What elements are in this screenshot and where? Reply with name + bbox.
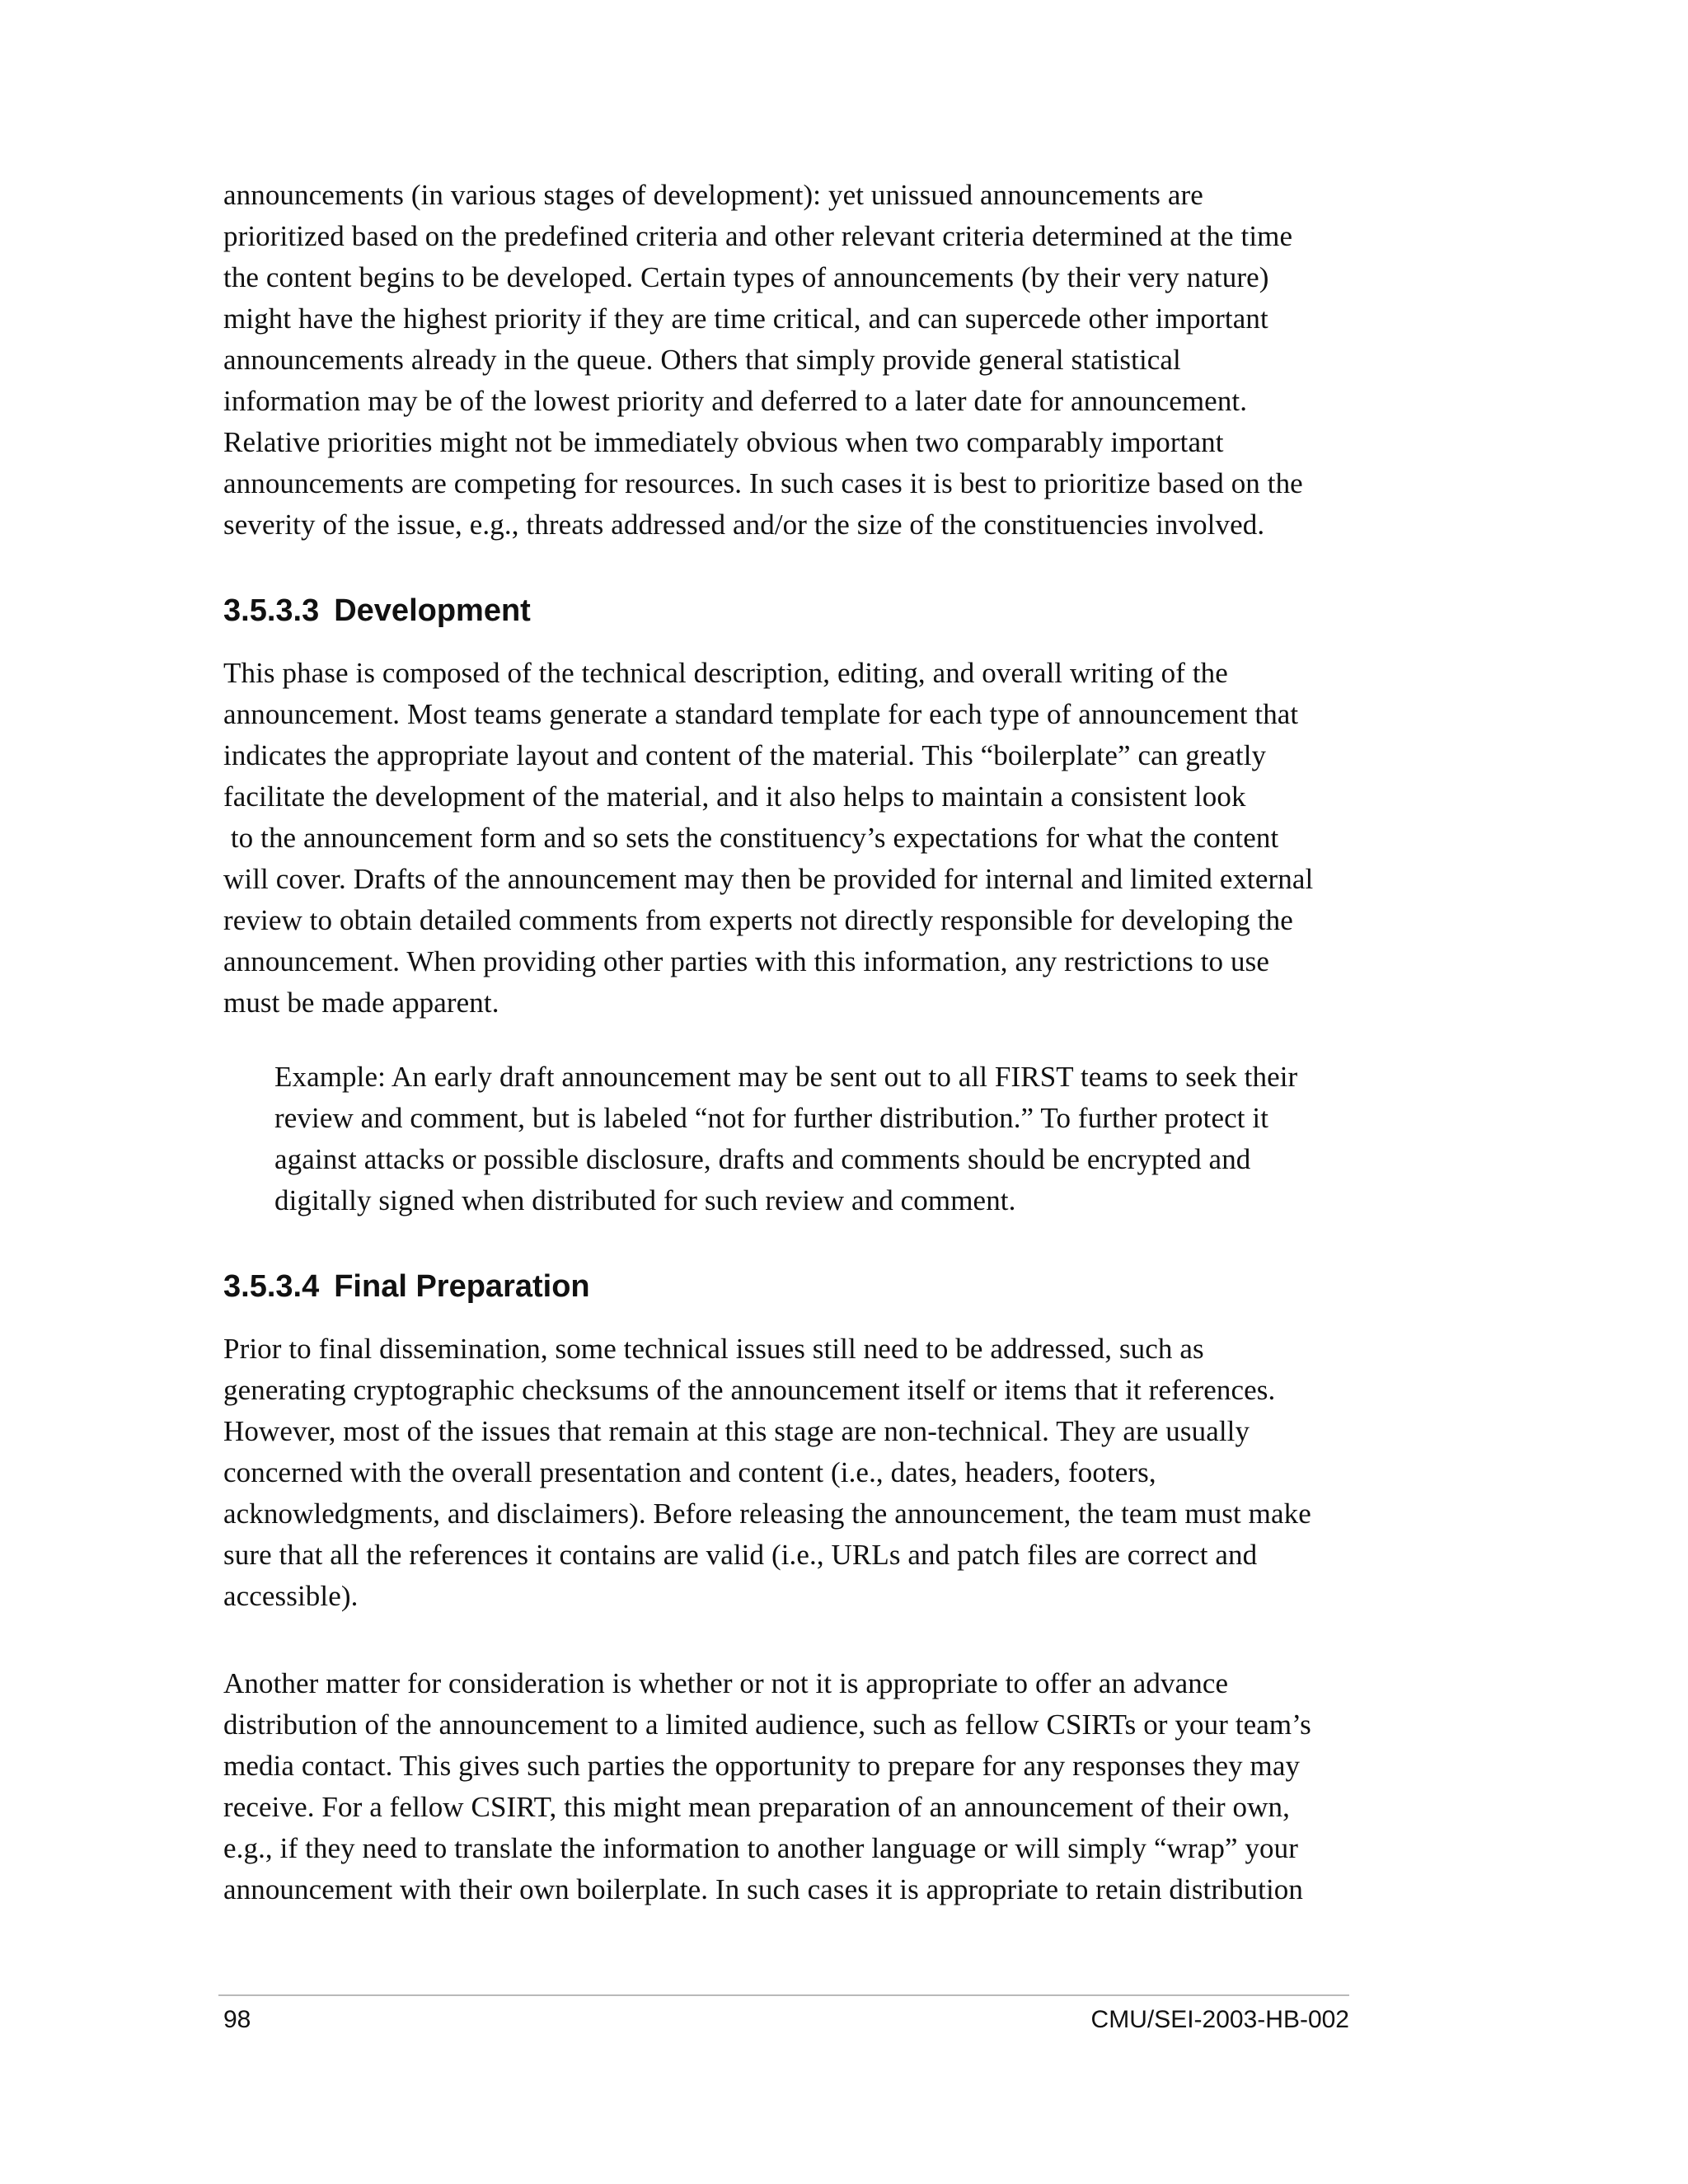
section-heading-development: [223, 590, 1377, 631]
text-line: acknowledgments, and disclaimers). Before releasing the announcement, the team must make: [223, 1497, 1311, 1530]
text-line: distribution of the announcement to a limited audience, such as fellow CSIRTs or your team’s: [223, 1708, 1311, 1741]
section-title: Development: [334, 593, 531, 628]
text-line: concerned with the overall presentation and content (i.e., dates, headers, footers,: [223, 1456, 1156, 1488]
text-line: sure that all the references it contains are valid (i.e., URLs and patch files are correct and: [223, 1539, 1258, 1571]
text-line: announcement. Most teams generate a standard template for each type of announcement that: [223, 698, 1299, 730]
page-content: [223, 175, 1377, 1910]
text-line: However, most of the issues that remain at this stage are non-technical. They are usually: [223, 1415, 1250, 1447]
example-block: [223, 1057, 1377, 1221]
text-line: against attacks or possible disclosure, drafts and comments should be encrypted and: [274, 1143, 1251, 1175]
text-line: the content begins to be developed. Certain types of announcements (by their very nature): [223, 261, 1269, 293]
text-line: e.g., if they need to translate the information to another language or will simply “wrap” your: [223, 1832, 1299, 1864]
text-line: review to obtain detailed comments from experts not directly responsible for developing the: [223, 904, 1293, 936]
text-line: announcements (in various stages of development): yet unissued announcements are: [223, 179, 1203, 211]
intro-paragraph: [223, 175, 1377, 546]
text-line: severity of the issue, e.g., threats addressed and/or the size of the constituencies involved.: [223, 509, 1265, 541]
text-line: facilitate the development of the material, and it also helps to maintain a consistent look: [223, 780, 1246, 813]
text-line: indicates the appropriate layout and content of the material. This “boilerplate” can greatly: [223, 739, 1267, 771]
text-line: Another matter for consideration is whether or not it is appropriate to offer an advance: [223, 1667, 1229, 1699]
advance-distribution-paragraph: [223, 1663, 1377, 1910]
text-line: announcements already in the queue. Others that simply provide general statistical: [223, 344, 1181, 376]
text-line: receive. For a fellow CSIRT, this might mean preparation of an announcement of their own,: [223, 1791, 1290, 1823]
final-preparation-paragraph: [223, 1329, 1377, 1617]
text-line: accessible).: [223, 1580, 359, 1612]
section-title: Final Preparation: [334, 1269, 590, 1304]
development-paragraph: [223, 653, 1377, 1024]
text-line: Example: An early draft announcement may be sent out to all FIRST teams to seek their: [274, 1061, 1298, 1093]
text-line: might have the highest priority if they are time critical, and can supercede other important: [223, 302, 1268, 335]
text-line: prioritized based on the predefined criteria and other relevant criteria determined at the time: [223, 220, 1293, 252]
text-line: will cover. Drafts of the announcement may then be provided for internal and limited external: [223, 863, 1314, 895]
text-line: digitally signed when distributed for such review and comment.: [274, 1184, 1016, 1216]
text-line: This phase is composed of the technical description, editing, and overall writing of the: [223, 657, 1228, 689]
section-number: 3.5.3.4: [223, 1269, 320, 1304]
text-line: must be made apparent.: [223, 987, 499, 1019]
text-line: announcements are competing for resources. In such cases it is best to prioritize based on the: [223, 467, 1303, 499]
page-number: 98: [223, 2006, 251, 2033]
text-line: information may be of the lowest priority and deferred to a later date for announcement.: [223, 385, 1248, 417]
text-line: to the announcement form and so sets the constituency’s expectations for what the content: [223, 822, 1279, 854]
section-number: 3.5.3.3: [223, 593, 320, 628]
text-line: Relative priorities might not be immediately obvious when two comparably important: [223, 426, 1224, 458]
text-line: review and comment, but is labeled “not for further distribution.” To further protect it: [274, 1102, 1269, 1134]
document-id: CMU/SEI-2003-HB-002: [1090, 2006, 1349, 2033]
text-line: announcement. When providing other parties with this information, any restrictions to use: [223, 945, 1269, 977]
text-line: announcement with their own boilerplate. In such cases it is appropriate to retain distribution: [223, 1873, 1303, 1905]
footer-divider: [218, 1994, 1349, 1996]
text-line: generating cryptographic checksums of the announcement itself or items that it references.: [223, 1374, 1276, 1406]
text-line: Prior to final dissemination, some technical issues still need to be addressed, such as: [223, 1333, 1204, 1365]
section-heading-final-preparation: [223, 1266, 1377, 1307]
text-line: media contact. This gives such parties the opportunity to prepare for any responses they may: [223, 1750, 1301, 1782]
